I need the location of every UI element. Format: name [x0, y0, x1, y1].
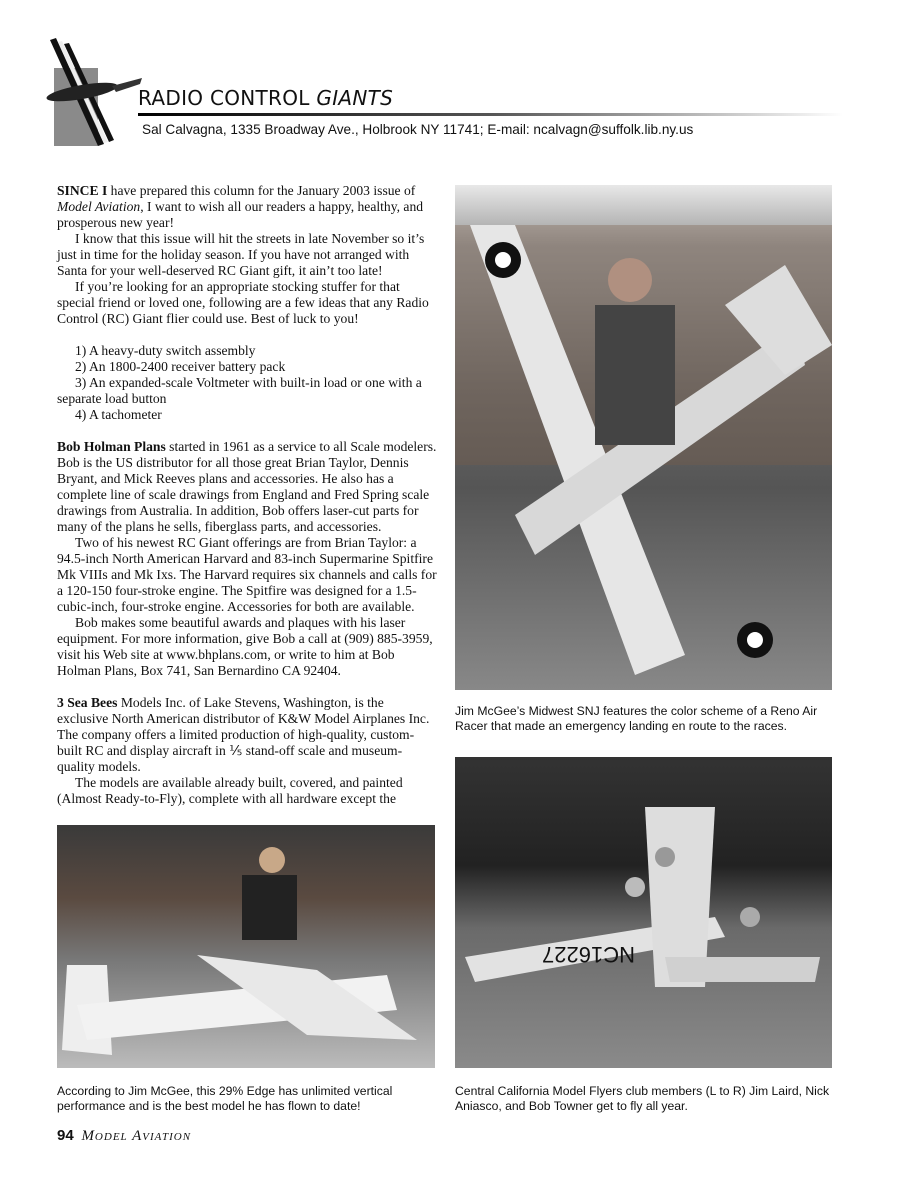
caption-club: Central California Model Flyers club members (L to R) Jim Laird, Nick Aniasco, and Bob Towner get to fly all year. [455, 1084, 830, 1113]
list-item: 4) A tachometer [75, 407, 162, 422]
title-main: RADIO CONTROL [138, 86, 310, 110]
paragraph: The models are available already built, covered, and painted (Almost Ready-to-Fly), complete with all hardware except the [57, 775, 403, 806]
paragraph: Bob makes some beautiful awards and plaques with his laser equipment. For more information, give Bob a call at (909) 885-3959, visit his Web site at www.bhplans.com, or write to him at Bob Holman Plans, Box 741, San Bernardino CA 92404. [57, 615, 433, 678]
paragraph [57, 183, 437, 231]
page-footer [57, 1127, 191, 1145]
paragraph [57, 439, 437, 535]
photo-club [455, 757, 832, 1068]
magazine-name: Model Aviation [81, 1128, 192, 1144]
paragraph: If you’re looking for an appropriate stocking stuffer for that special friend or loved one, following are a few ideas that any Radio Control (RC) Giant flier could use. Best of luck to you! [57, 279, 429, 326]
edge-airplane-illustration [57, 825, 435, 1068]
page-number: 94 [57, 1127, 74, 1144]
column-title [138, 86, 393, 110]
paragraph: I know that this issue will hit the streets in late November so it’s just in time for the holiday season. If you have not arranged with Santa for your well-deserved RC Giant gift, it ain’t too late! [57, 231, 425, 278]
biplane-logo [42, 36, 152, 148]
text: have prepared this column for the January 2003 issue of [107, 183, 416, 198]
text: Models Inc. of Lake Stevens, Washington, is the exclusive North American distributor of K&W Model Airplanes Inc. The company offers a limited production of high-quality, custom-built RC and display aircraft in ⅕ stand-off scale and museum-quality models. [57, 695, 430, 774]
magazine-name: Model Aviation [57, 199, 141, 214]
title-rule [138, 113, 843, 116]
snj-airplane-illustration [455, 185, 832, 690]
club-airplanes-illustration [455, 757, 832, 1068]
article-column [57, 183, 437, 807]
author-contact: Sal Calvagna, 1335 Broadway Ave., Holbrook NY 11741; E-mail: ncalvagn@suffolk.lib.ny.us [142, 122, 694, 137]
lead-in: SINCE I [57, 183, 108, 198]
paragraph: Two of his newest RC Giant offerings are from Brian Taylor: a 94.5-inch North American Harvard and 83-inch Supermarine Spitfire Mk VIIIs and Mk Ixs. The Harvard requires six channels and calls for a 120-150 four-stroke engine. The Spitfire was designed for a 1.5-cubic-inch, four-stroke engine. Accessories for both are available. [57, 535, 437, 614]
title-italic: GIANTS [316, 86, 394, 110]
list-item: 1) A heavy-duty switch assembly [75, 343, 256, 358]
list-item: 2) An 1800-2400 receiver battery pack [75, 359, 286, 374]
photo-edge [57, 825, 435, 1068]
paragraph [57, 695, 437, 775]
lead-in: 3 Sea Bees [57, 695, 118, 710]
caption-snj: Jim McGee’s Midwest SNJ features the color scheme of a Reno Air Racer that made an emergency landing en route to the races. [455, 704, 818, 733]
text: , I want to wish all our readers a happy, healthy, and prosperous new year! [57, 199, 424, 230]
text: started in 1961 as a service to all Scale modelers. Bob is the US distributor for all those great Brian Taylor, Dennis Bryant, and Mick Reeves plans and accessories. He also has a complete line of scale drawings from England and Fred Spring scale drawings from Australia. In addition, Bob offers laser-cut parts for many of the plans he sells, fiberglass parts, and accessories. [57, 439, 437, 534]
lead-in: Bob Holman Plans [57, 439, 166, 454]
caption-edge: According to Jim McGee, this 29% Edge has unlimited vertical performance and is the best model he has flown to date! [57, 1084, 393, 1113]
aircraft-registration: NC16227 [542, 942, 635, 967]
photo-snj [455, 185, 832, 690]
list-item: 3) An expanded-scale Voltmeter with built-in load or one with a separate load button [57, 375, 422, 406]
